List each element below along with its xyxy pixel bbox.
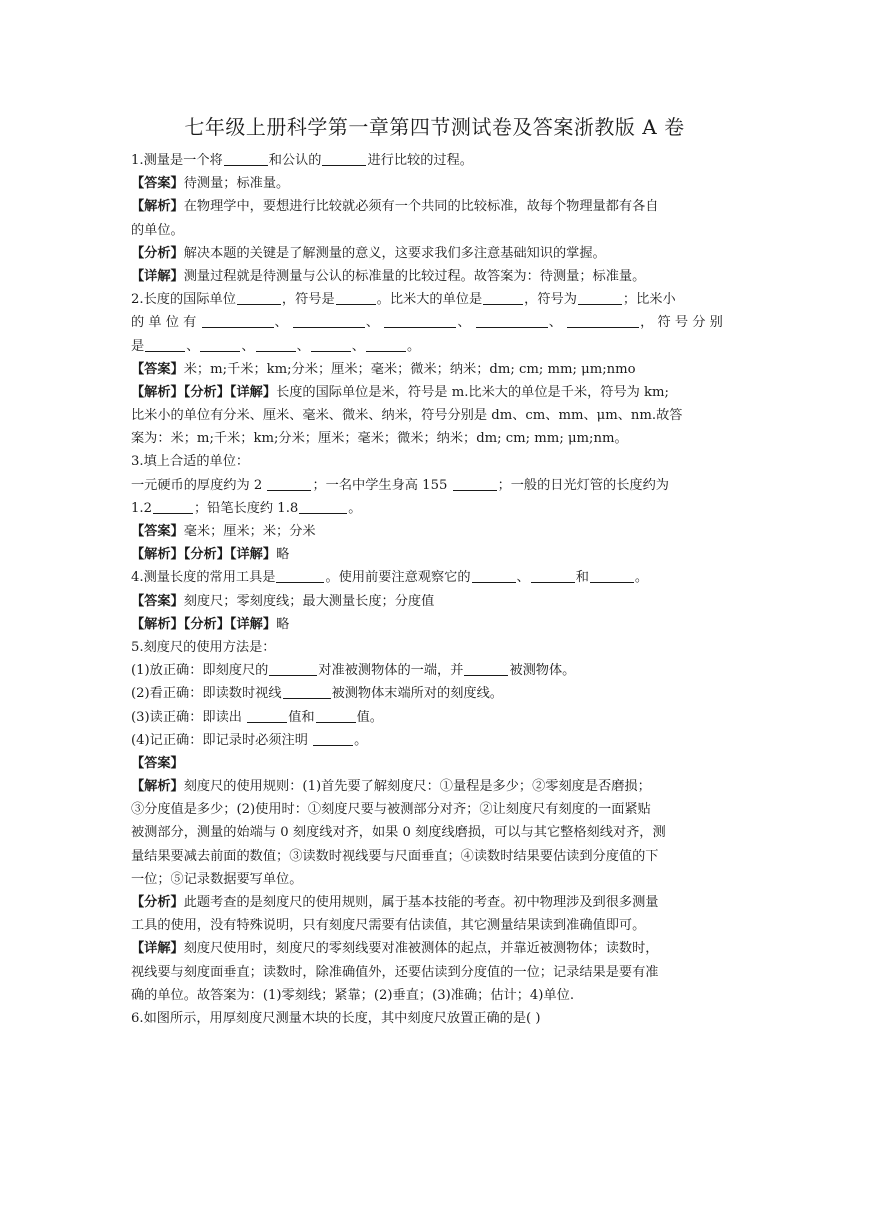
q5-fenxi-cont: 工具的使用，没有特殊说明，只有刻度尺需要有估读值，其它测量结果读到准确值即可。 (131, 918, 646, 934)
blank (256, 336, 296, 352)
document-title: 七年级上册科学第一章第四节测试卷及答案浙教版 A 卷 (184, 115, 685, 139)
q5-analysis-cont: 被测部分，测量的始端与 0 刻度线对齐，如果 0 刻度线磨损，可以与其它整格刻线对齐，测 (131, 825, 666, 841)
blank (237, 289, 281, 305)
blank (299, 498, 347, 514)
q1-answer: 【答案】待测量；标准量。 (131, 176, 290, 192)
q1-detail: 【详解】测量过程就是待测量与公认的标准量的比较过程。故答案为：待测量；标准量。 (131, 268, 646, 284)
q2-answer: 【答案】米；m;千米；km;分米；厘米；毫米；微米；纳米；dm; cm; mm; μm;nmo (131, 361, 636, 377)
q5-analysis-cont: 一位；⑤记录数据要写单位。 (131, 871, 303, 887)
q4-answer: 【答案】刻度尺；零刻度线；最大测量长度；分度值 (131, 593, 435, 609)
blank (476, 312, 548, 328)
blank (267, 475, 311, 491)
q3-analysis: 【解析】【分析】【详解】略 (131, 547, 290, 563)
blank (366, 336, 406, 352)
q2-analysis-cont: 比米小的单位有分米、厘米、毫米、微米、纳米，符号分别是 dm、cm、mm、μm、nm.故答 (131, 408, 683, 424)
q3-answer: 【答案】毫米；厘米；米；分米 (131, 524, 316, 539)
q5-step-3: (3)读正确：即读出 值和 值。 (131, 706, 738, 729)
q1-analysis-cont: 的单位。 (131, 222, 184, 238)
q3-question-line-2: 1.2 ；铅笔长度约 1.8 。 (131, 497, 738, 520)
q5-detail-cont: 视线要与刻度面垂直；读数时，除准确值外，还要估读到分度值的一位；记录结果是要有准 (131, 964, 659, 980)
blank (293, 312, 365, 328)
blank (483, 289, 523, 305)
q2-analysis: 【解析】【分析】【详解】长度的国际单位是米，符号是 m.比米大的单位是千米，符号为 km; (131, 384, 669, 400)
q2-analysis-cont: 案为：米；m;千米；km;分米；厘米；毫米；微米；纳米；dm; cm; mm; μm;nm。 (131, 431, 628, 447)
blank (316, 707, 356, 723)
document-body (131, 149, 738, 1030)
q2-question-line-3: 是 、 、 、 、 。 (131, 335, 738, 358)
blank (283, 683, 331, 699)
q6-question: 6.如图所示，用厚刻度尺测量木块的长度，其中刻度尺放置正确的是( ) (131, 1010, 541, 1026)
blank (276, 567, 324, 583)
q5-step-1: (1)放正确：即刻度尺的 对准被测物体的一端，并 被测物体。 (131, 659, 738, 682)
q1-analysis: 【解析】在物理学中，要想进行比较就必须有一个共同的比较标准，故每个物理量都有各自 (131, 199, 659, 215)
q1-question: 1.测量是一个将 和公认的 进行比较的过程。 (131, 149, 738, 172)
blank (200, 336, 240, 352)
blank (153, 498, 193, 514)
q1-fenxi: 【分析】解决本题的关键是了解测量的意义，这要求我们多注意基础知识的掌握。 (131, 245, 606, 261)
q5-analysis-cont: 量结果要减去前面的数值；③读数时视线要与尺面垂直；④读数时结果要估读到分度值的下 (131, 848, 659, 864)
blank (531, 567, 575, 583)
q5-detail: 【详解】刻度尺使用时，刻度尺的零刻线要对准被测体的起点，并靠近被测物体；读数时， (131, 941, 659, 957)
blank (567, 312, 639, 328)
blank (224, 150, 268, 166)
q2-question-line-1: 2.长度的国际单位 ，符号是 。比米大的单位是 ，符号为 ；比米小 (131, 288, 738, 311)
blank (202, 312, 274, 328)
q4-question: 4.测量长度的常用工具是 。使用前要注意观察它的 、 和 。 (131, 566, 738, 589)
q5-question: 5.刻度尺的使用方法是： (131, 639, 276, 655)
q4-analysis: 【解析】【分析】【详解】略 (131, 616, 290, 632)
blank (578, 289, 622, 305)
blank (472, 567, 516, 583)
blank (384, 312, 456, 328)
blank (336, 289, 376, 305)
q2-question-line-2: 的 单 位 有 、 、 、 、 ， 符 号 分 别 (131, 311, 738, 334)
q5-step-2: (2)看正确：即读数时视线 被测物体末端所对的刻度线。 (131, 682, 738, 705)
blank (464, 660, 508, 676)
q5-analysis-cont: ③分度值是多少；(2)使用时：①刻度尺要与被测部分对齐；②让刻度尺有刻度的一面紧贴 (131, 802, 651, 818)
q5-answer: 【答案】 (131, 755, 184, 771)
q5-step-4: (4)记正确：即记录时必须注明 。 (131, 729, 738, 752)
q5-detail-cont: 确的单位。故答案为：(1)零刻线；紧靠；(2)垂直；(3)准确；估计；4)单位. (131, 987, 575, 1003)
blank (313, 730, 353, 746)
blank (453, 475, 497, 491)
blank (322, 150, 366, 166)
blank (247, 707, 287, 723)
q5-fenxi: 【分析】此题考查的是刻度尺的使用规则，属于基本技能的考查。初中物理涉及到很多测量 (131, 895, 659, 910)
blank (269, 660, 317, 676)
blank (590, 567, 634, 583)
blank (311, 336, 351, 352)
blank (145, 336, 185, 352)
q3-question-line-1: 一元硬币的厚度约为 2 ；一名中学生身高 155 ；一般的日光灯管的长度约为 (131, 474, 738, 497)
q5-analysis: 【解析】刻度尺的使用规则：(1)首先要了解刻度尺：①量程是多少；②零刻度是否磨损； (131, 779, 651, 795)
q3-question: 3.填上合适的单位： (131, 454, 250, 470)
